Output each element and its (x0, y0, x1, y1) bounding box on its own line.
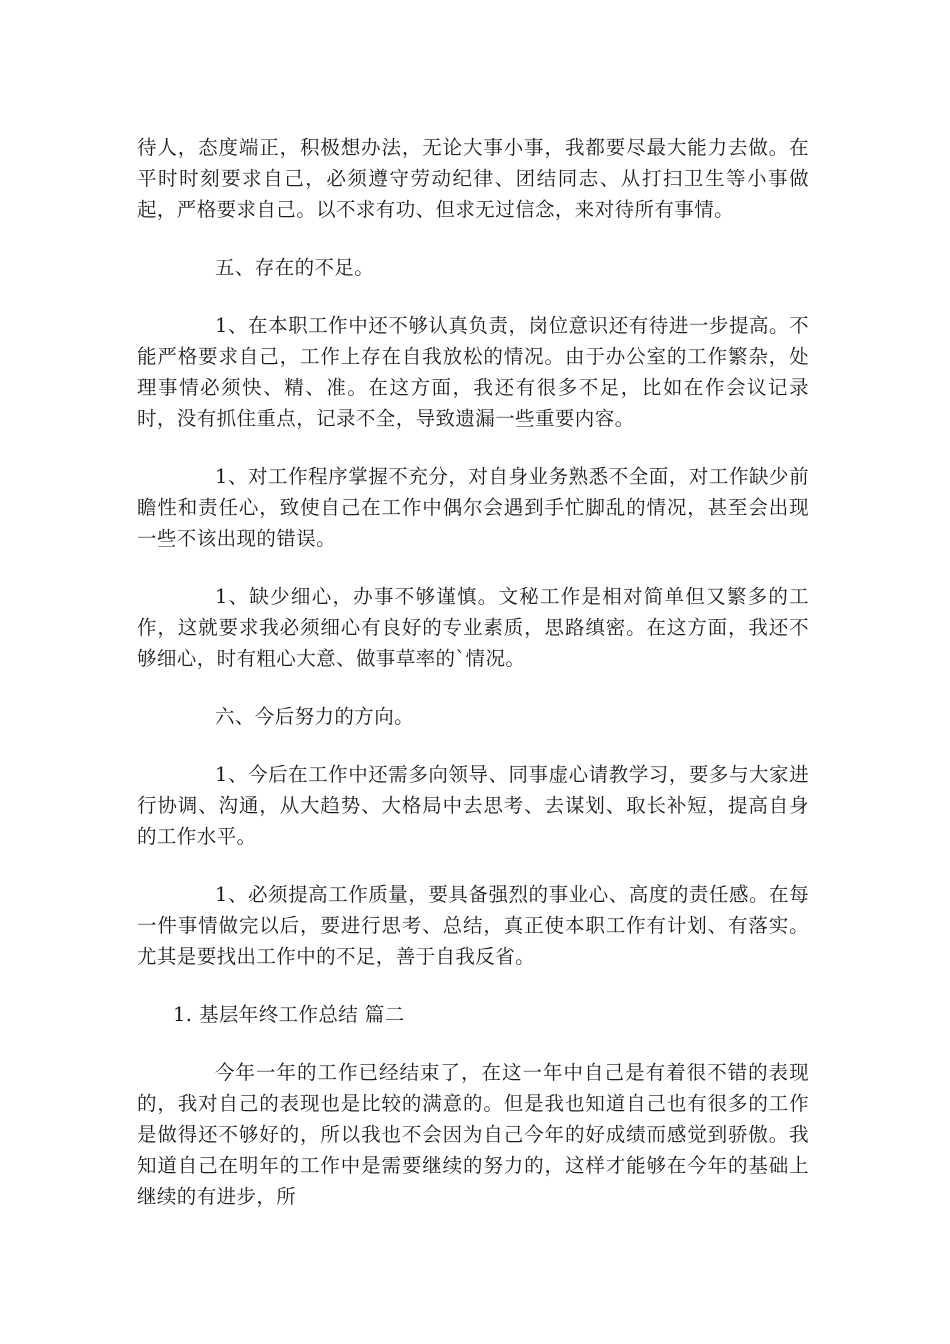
paragraph-shortcoming-3: 1、缺少细心，办事不够谨慎。文秘工作是相对简单但又繁多的工作，这就要求我必须细心有良好的专业素质，思路缜密。在这方面，我还不够细心，时有粗心大意、做事草率的`情况。 (137, 585, 809, 670)
document-page (137, 132, 809, 1239)
article-heading-part-two: 1. 基层年终工作总结 篇二 (173, 1003, 405, 1026)
section-heading-direction: 六、今后努力的方向。 (215, 705, 415, 728)
paragraph-shortcoming-2: 1、对工作程序掌握不充分，对自身业务熟悉不全面，对工作缺少前瞻性和责任心，致使自己在工作中偶尔会遇到手忙脚乱的情况，甚至会出现一些不该出现的错误。 (137, 465, 809, 550)
paragraph-shortcoming-1: 1、在本职工作中还不够认真负责，岗位意识还有待进一步提高。不能严格要求自己，工作上存在自我放松的情况。由于办公室的工作繁杂，处理事情必须快、精、准。在这方面，我还有很多不足，比如在作会议记录时，没有抓住重点，记录不全，导致遗漏一些重要内容。 (137, 314, 809, 430)
paragraph-direction-2: 1、必须提高工作质量，要具备强烈的事业心、高度的责任感。在每一件事情做完以后，要进行思考、总结，真正使本职工作有计划、有落实。尤其是要找出工作中的不足，善于自我反省。 (137, 883, 809, 968)
paragraph-continued: 待人，态度端正，积极想办法，无论大事小事，我都要尽最大能力去做。在平时时刻要求自己，必须遵守劳动纪律、团结同志、从打扫卫生等小事做起，严格要求自己。以不求有功、但求无过信念，来对待所有事情。 (137, 136, 809, 221)
paragraph-direction-1: 1、今后在工作中还需多向领导、同事虚心请教学习，要多与大家进行协调、沟通，从大趋势、大格局中去思考、去谋划、取长补短，提高自身的工作水平。 (137, 763, 809, 848)
paragraph-part-two-intro: 今年一年的工作已经结束了，在这一年中自己是有着很不错的表现的，我对自己的表现也是比较的满意的。但是我也知道自己也有很多的工作是做得还不够好的，所以我也不会因为自己今年的好成绩而感觉到骄傲。我知道自己在明年的工作中是需要继续的努力的，这样才能够在今年的基础上继续的有进步，所 (137, 1061, 809, 1208)
section-heading-shortcomings: 五、存在的不足。 (215, 256, 375, 279)
